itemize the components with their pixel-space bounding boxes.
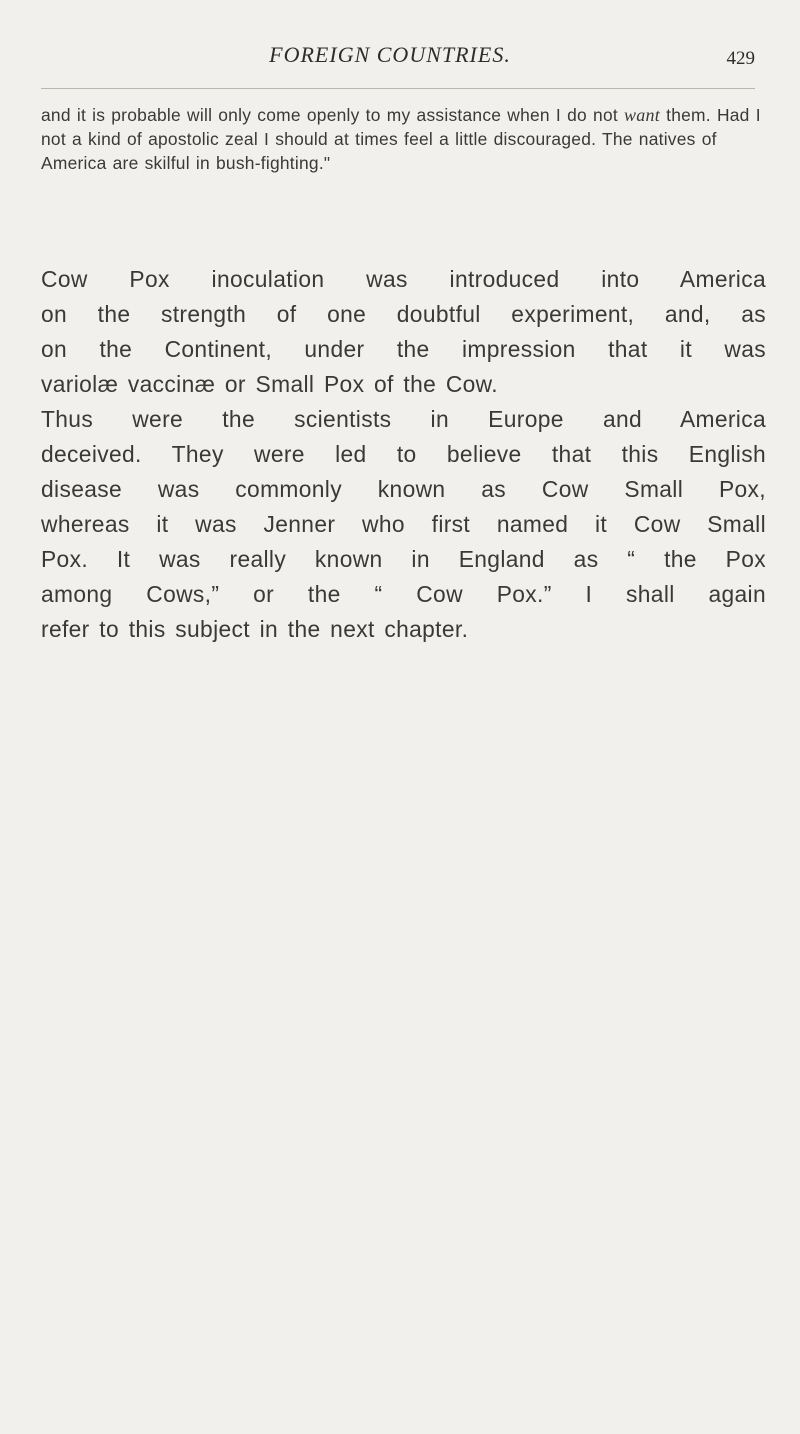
- text-line: whereas it was Jenner who first named it Cow Small: [41, 511, 766, 537]
- intro-text-start: and it is probable will only come openly to my assistance when I do not: [41, 105, 625, 125]
- text-line: Thus were the scientists in Europe and America: [41, 406, 766, 432]
- intro-text-end: them. Had I not a kind of apostolic zeal I should at times feel a little discouraged. The natives of America are skilful in bush-fighting.": [41, 105, 761, 173]
- text-line: variolæ vaccinæ or Small Pox of the Cow.: [41, 371, 498, 397]
- text-line: among Cows,” or the “ Cow Pox.” I shall again: [41, 581, 766, 607]
- text-line: on the strength of one doubtful experiment, and, as: [41, 301, 766, 327]
- text-line: disease was commonly known as Cow Small Pox,: [41, 476, 766, 502]
- text-line: Pox. It was really known in England as “ the Pox: [41, 546, 766, 572]
- body-text: [41, 262, 766, 647]
- intro-paragraph: [41, 103, 761, 175]
- text-line: deceived. They were led to believe that this English: [41, 441, 766, 467]
- page-number: 429: [726, 48, 755, 69]
- paragraph-cow-pox-inoculation: [41, 262, 766, 402]
- running-title: FOREIGN COUNTRIES.: [269, 42, 511, 67]
- text-line: refer to this subject in the next chapter.: [41, 616, 469, 642]
- running-head: [0, 42, 800, 82]
- text-line: on the Continent, under the impression that it was: [41, 336, 766, 362]
- intro-emphasis: want: [624, 105, 661, 125]
- paragraph-scientists-deceived: [41, 402, 766, 647]
- text-line: Cow Pox inoculation was introduced into America: [41, 266, 766, 292]
- header-rule: [41, 88, 755, 89]
